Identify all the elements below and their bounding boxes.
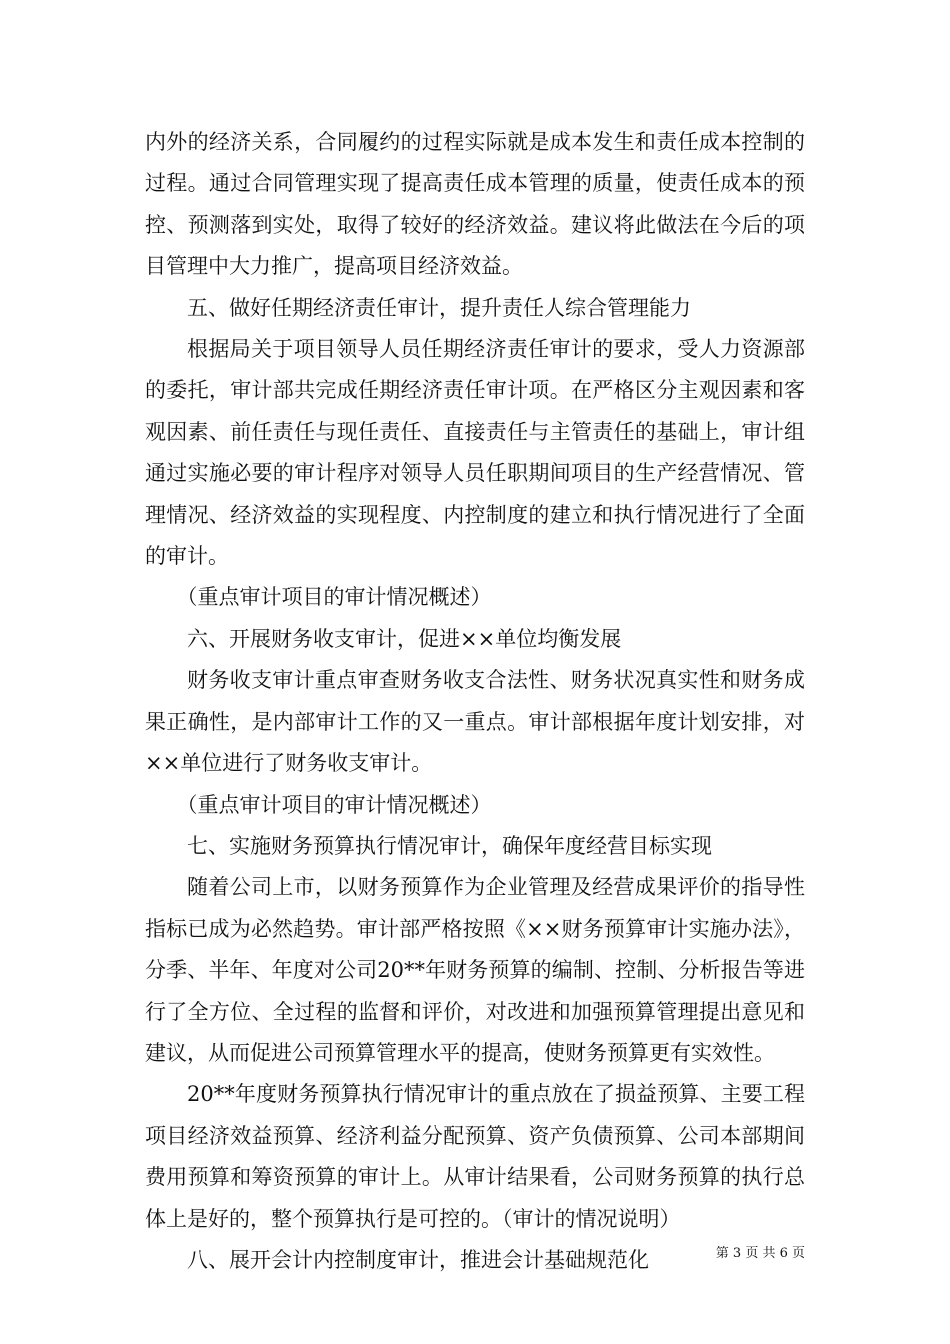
section-heading-8: 八、展开会计内控制度审计，推进会计基础规范化: [187, 1247, 649, 1272]
page-number: 第 3 页 共 6 页: [715, 1246, 805, 1261]
note-audit-overview-2: （重点审计项目的审计情况概述）: [176, 792, 492, 817]
document-body: [145, 122, 805, 1281]
paragraph-term-audit: 根据局关于项目领导人员任期经济责任审计的要求，受人力资源部的委托，审计部共完成任期经济责任审计项。在严格区分主观因素和客观因素、前任责任与现任责任、直接责任与主管责任的基础上，审计组通过实施必要的审计程序对领导人员任职期间项目的生产经营情况、管理情况、经济效益的实现程度、内控制度的建立和执行情况进行了全面的审计。: [145, 337, 805, 569]
section-heading-6: 六、开展财务收支审计，促进××单位均衡发展: [187, 626, 622, 651]
paragraph-budget-results: 20**年度财务预算执行情况审计的重点放在了损益预算、主要工程项目经济效益预算、经济利益分配预算、资产负债预算、公司本部期间费用预算和筹资预算的审计上。从审计结果看，公司财务预算的执行总体上是好的，整个预算执行是可控的。（审计的情况说明）: [145, 1082, 805, 1231]
paragraph-budget-audit: 随着公司上市，以财务预算作为企业管理及经营成果评价的指导性指标已成为必然趋势。审计部严格按照《××财务预算审计实施办法》，分季、半年、年度对公司20**年财务预算的编制、控制、分析报告等进行了全方位、全过程的监督和评价，对改进和加强预算管理提出意见和建议，从而促进公司预算管理水平的提高，使财务预算更有实效性。: [145, 875, 805, 1065]
paragraph-financial-audit: 财务收支审计重点审查财务收支合法性、财务状况真实性和财务成果正确性，是内部审计工作的又一重点。审计部根据年度计划安排，对××单位进行了财务收支审计。: [145, 668, 805, 776]
section-heading-5: 五、做好任期经济责任审计，提升责任人综合管理能力: [187, 295, 691, 320]
paragraph-continuation: 内外的经济关系，合同履约的过程实际就是成本发生和责任成本控制的过程。通过合同管理实现了提高责任成本管理的质量，使责任成本的预控、预测落到实处，取得了较好的经济效益。建议将此做法在今后的项目管理中大力推广，提高项目经济效益。: [145, 130, 805, 279]
section-heading-7: 七、实施财务预算执行情况审计，确保年度经营目标实现: [187, 833, 712, 858]
note-audit-overview-1: （重点审计项目的审计情况概述）: [176, 585, 492, 610]
